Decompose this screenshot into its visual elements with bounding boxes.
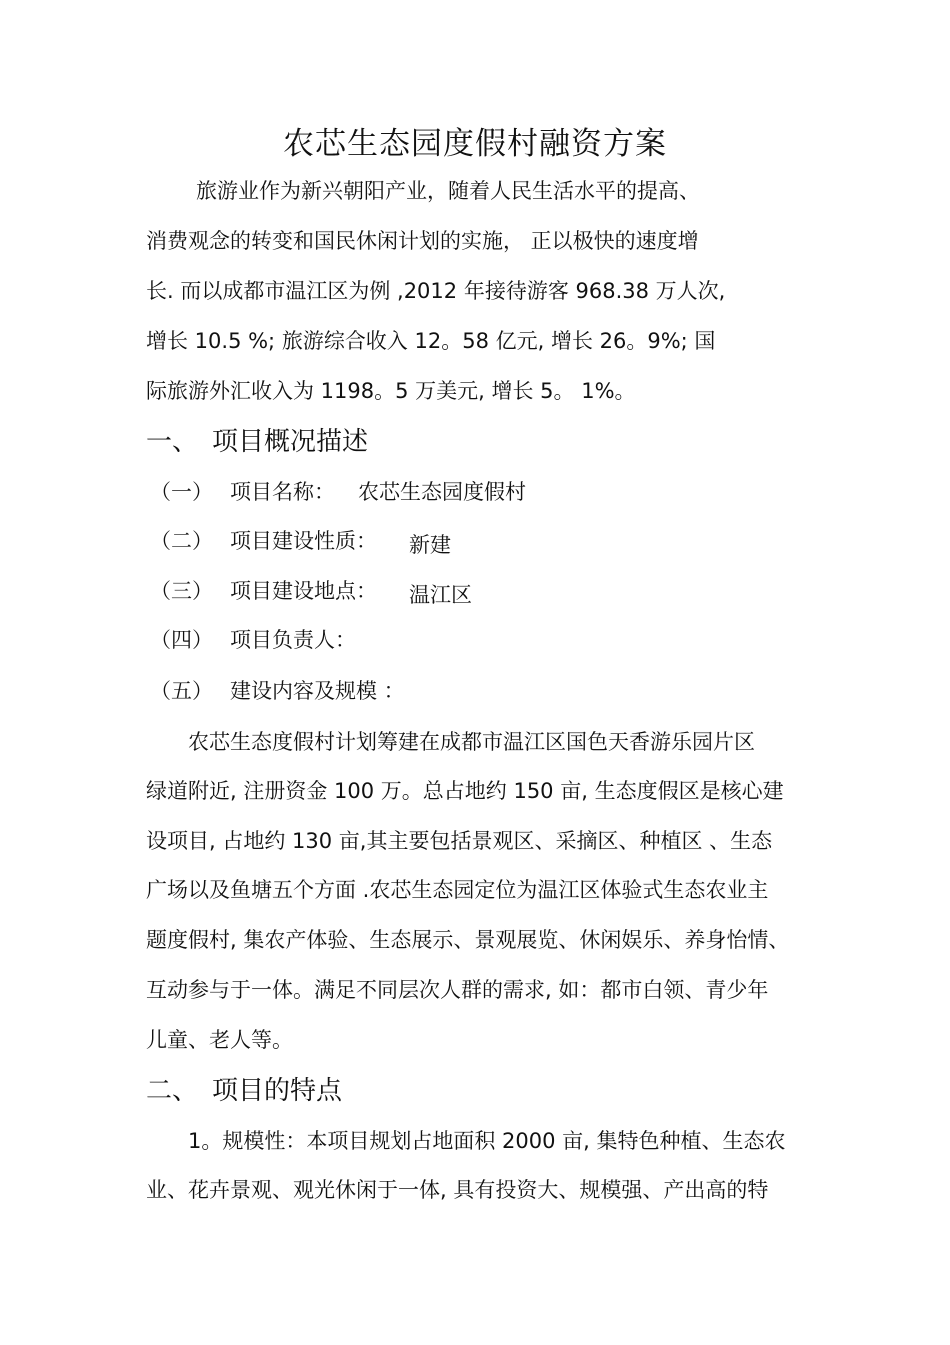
section-2-title: 项目的特点: [212, 1076, 343, 1106]
item-number: （五）: [150, 679, 213, 703]
item-label: 建设内容及规模 ：: [230, 679, 405, 703]
item-label: 项目建设地点：: [230, 579, 377, 603]
item-number: （二）: [150, 529, 213, 553]
overview-item-5: [150, 676, 405, 706]
paragraph-2-line-1: 1。规模性：本项目规划占地面积 2000 亩, 集特色种植、生态农: [188, 1129, 786, 1153]
intro-line-5: 际旅游外汇收入为 1198。5 万美元, 增长 5。 1%。: [146, 379, 636, 403]
intro-line-2: 消费观念的转变和国民休闲计划的实施， 正以极快的速度增: [146, 229, 699, 253]
item-number: （四）: [150, 628, 213, 652]
item-number: （三）: [150, 579, 213, 603]
paragraph-1-line-2: 绿道附近, 注册资金 100 万。总占地约 150 亩, 生态度假区是核心建: [146, 779, 784, 803]
overview-item-3: [150, 576, 472, 607]
item-label: 项目建设性质：: [230, 529, 377, 553]
section-2-number: 二、: [146, 1076, 199, 1106]
item-label: 项目名称：: [230, 480, 335, 504]
intro-line-1: 旅游业作为新兴朝阳产业，随着人民生活水平的提高、: [196, 179, 700, 203]
paragraph-1-line-7: 儿童、老人等。: [146, 1028, 293, 1052]
item-value: 温江区: [409, 583, 472, 607]
item-value: 新建: [409, 533, 451, 557]
item-value: 农芯生态园度假村: [358, 480, 526, 504]
overview-item-2: [150, 526, 451, 557]
paragraph-1-line-1: 农芯生态度假村计划筹建在成都市温江区国色天香游乐园片区: [188, 730, 755, 754]
paragraph-2-line-2: 业、花卉景观、观光休闲于一体, 具有投资大、规模强、产出高的特: [146, 1178, 769, 1202]
item-number: （一）: [150, 480, 213, 504]
overview-item-1: [150, 477, 526, 507]
paragraph-1-line-3: 设项目, 占地约 130 亩,其主要包括景观区、采摘区、种植区 、生态: [146, 829, 773, 853]
intro-line-4: 增长 10.5 %; 旅游综合收入 12。58 亿元, 增长 26。9%; 国: [146, 329, 716, 353]
section-1-number: 一、: [146, 427, 199, 457]
section-1-title: 项目概况描述: [212, 427, 369, 457]
paragraph-1-line-5: 题度假村, 集农产体验、生态展示、景观展览、休闲娱乐、养身怡情、: [146, 928, 790, 952]
item-label: 项目负责人：: [230, 628, 356, 652]
overview-item-4: [150, 625, 356, 655]
intro-line-3: 长. 而以成都市温江区为例 ,2012 年接待游客 968.38 万人次,: [146, 279, 726, 303]
paragraph-1-line-6: 互动参与于一体。满足不同层次人群的需求, 如：都市白领、青少年: [146, 978, 769, 1002]
section-2-heading: [146, 1073, 342, 1109]
section-1-heading: [146, 424, 368, 460]
document-title: 农芯生态园度假村融资方案: [283, 126, 667, 162]
paragraph-1-line-4: 广场以及鱼塘五个方面 .农芯生态园定位为温江区体验式生态农业主: [146, 878, 769, 902]
